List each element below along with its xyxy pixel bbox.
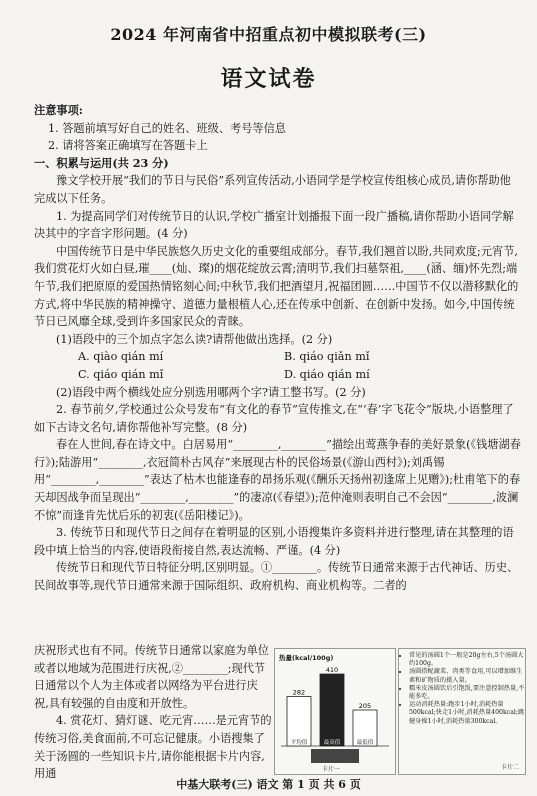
section-intro: 豫文学校开展“我们的节日与民俗”系列宣传活动,小语同学是学校宣传组核心成员,请你帮助他完成以下任务。 — [34, 174, 511, 205]
question-1-passage: 中国传统节日是中华民族悠久历史文化的重要组成部分。春节,我们翘首以盼,共同欢度;元宵节,我们赏花灯火如白昼,璀____(灿、璨)的烟花绽放云霄;清明节,我们扫墓祭祖,____(涵、缅)怀先烈;端午节,我们把原原的爱国热情铭刻心间;中秋节,我们把酒望月,祝福团圆……中国节不仅以潜移默化的方式,将中华民族的精神操守、道德力量根植人心,还在传承中创新、在创新中发扬。如今,中国传统节日已风靡全球,受到许多国家民众的青睐。 — [34, 244, 519, 329]
notice-item: 2. 请将答案正确填写在答题卡上 — [48, 139, 208, 153]
card-caption: 卡片一 — [321, 766, 341, 773]
section-heading: 一、积累与运用(共 23 分) — [34, 155, 169, 170]
question-1-sub1: (1)语段中的三个加点字怎么读?请帮他做出选择。(2 分) — [56, 332, 333, 346]
card-two — [398, 648, 526, 775]
chart-value-label: 410 — [325, 666, 339, 675]
card-two-item: • 常见的汤圆1个一般是20g左右,5个汤圆大约100g。 — [409, 652, 525, 668]
options-row — [34, 348, 522, 366]
question-3-passage-rest: 庆祝形式也有不同。传统节日通常以家庭为单位或者以地域为范围进行庆祝,②________;现代节日通常以个人为主体或者以网络为平台进行庆祝,具有较强的自由度和开放性。 — [34, 644, 269, 710]
calorie-bar-chart — [275, 649, 395, 774]
notice-heading: 注意事项: — [34, 103, 83, 117]
card-two-item: • 汤圆搭配蔬菜、肉类等食用,可以增加维生素和矿物质的摄入量。 — [409, 668, 525, 684]
options-row — [34, 366, 522, 384]
lower-left-text — [34, 642, 272, 783]
chart-category-label: 平均值 — [290, 740, 308, 746]
question-3-prompt: 3. 传统节日和现代节日之间存在着明显的区别,小语搜集许多资料并进行整理,请在其整理的语段中填上恰当的内容,使语段衔接自然,表达流畅、严谨。(4 分) — [34, 526, 514, 557]
option-c: C. qiáo qián mǐ — [78, 367, 164, 381]
paper-subtitle: 语文试卷 — [220, 66, 317, 92]
question-2-prompt: 2. 春节前夕,学校通过公众号发布“有文化的春节”宣传推文,在“‘春’字飞花令”版块,小语整理了如下古诗文名句,请你帮他补写完整。(8 分) — [34, 403, 514, 434]
card-caption: 卡片二 — [500, 763, 519, 771]
question-4-passage: 4. 赏花灯、猜灯谜、吃元宵……是元宵节的传统习俗,美食面前,不可忘记健康。小语搜集了关于汤圆的一些知识卡片,请你能根据卡片内容,用通 — [34, 714, 272, 781]
card-two-item: • 运动消耗热量:跑步1小时,消耗热量500kcal;快走1小时,消耗热量400kcal;跳健身操1小时,消耗热量300kcal。 — [409, 701, 525, 726]
chart-ylabel: 热量(kcal/100g) — [279, 654, 334, 662]
chart-value-label: 205 — [358, 702, 372, 711]
page-footer: 中基大联考(三) 语文 第 1 页 共 6 页 — [176, 778, 361, 791]
card-two-item: • 糯米皮汤圆饮后引饱饭,要注意控制热量,不能多吃。 — [409, 685, 525, 701]
question-1-prompt: 1. 为提高同学们对传统节日的认识,学校广播室计划播报下面一段广播稿,请你帮助小语同学解决其中的字音字形问题。(4 分) — [34, 209, 514, 241]
question-2-passage: 春在人世间,春在诗文中。白居易用“________,________”描绘出莺燕争春的美好景象(《钱塘湖春行》);陆游用“________,衣冠简朴古风存”来展现古朴的民俗场景(《游山西村》);刘禹锡用“________,________”表达了枯木也能逢春的昂扬乐观(《酬乐天扬州初逢席上见赠》);杜甫笔下的春天却因战争而呈现出“________,________”的凄凉(《春望》);范仲淹则表明自己不会因“________,波澜不惊”而逢肯先忧后乐的初衷(《岳阳楼记》)。 — [34, 438, 521, 522]
card-image — [311, 749, 359, 763]
option-a: A. qiào qián mí — [78, 350, 164, 364]
knowledge-cards — [274, 648, 524, 773]
exam-title: 2024 年河南省中招重点初中模拟联考(三) — [110, 25, 427, 44]
chart-category-label: 最低值 — [356, 740, 374, 746]
question-1-sub2: (2)语段中两个横线处应分别选用哪两个字?请工整书写。(2 分) — [56, 385, 366, 399]
chart-value-label: 282 — [292, 688, 306, 697]
card-two-list — [399, 652, 525, 726]
exam-body — [34, 102, 522, 595]
chart-bar — [287, 696, 311, 746]
question-3-passage-top: 传统节日和现代节日特征分明,区别明显。①________。传统节日通常来源于古代神话、历史、民间故事等,现代节日通常来源于国际组织、政府机构、商业机构等。二者的 — [34, 561, 519, 593]
card-one — [274, 648, 396, 775]
notice-item: 1. 答题前填写好自己的姓名、班级、考号等信息 — [48, 121, 286, 135]
option-b: B. qiáo qiǎn mǐ — [284, 350, 370, 364]
chart-bar — [320, 674, 344, 746]
option-d: D. qiáo qián mí — [284, 367, 370, 381]
chart-category-label: 最高值 — [323, 740, 341, 746]
